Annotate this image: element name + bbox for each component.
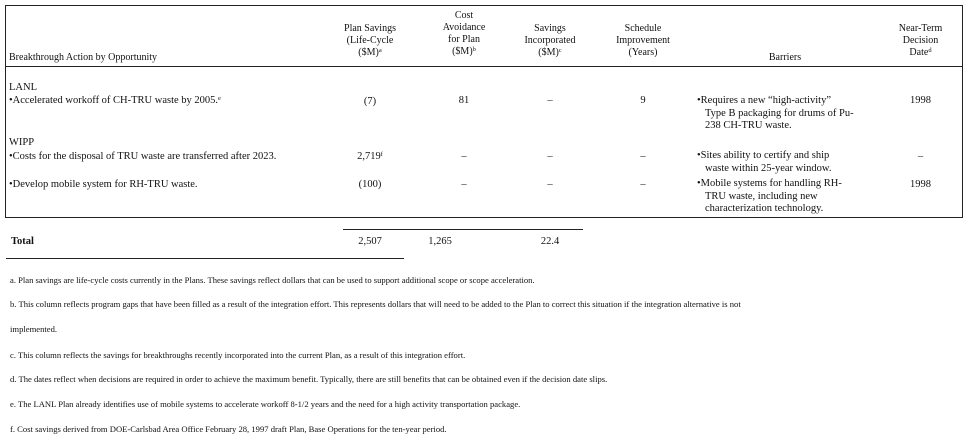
row-decision-date: 1998 <box>910 95 931 106</box>
header-divider <box>5 66 963 67</box>
row-decision-date: – <box>917 151 924 162</box>
row-cost-avoidance: 81 <box>458 95 470 106</box>
total-plan-savings: 2,507 <box>358 236 382 247</box>
footnote-b: b. This column reflects program gaps that have been filled as a result of the integration effort. This represents dollars that will need to be added to the Plan to correct this situation if the integration alternative is not <box>10 299 741 309</box>
total-top-rule <box>343 229 583 230</box>
header-barriers: Barriers <box>768 52 802 63</box>
footnote-b-continued: implemented. <box>10 324 58 334</box>
row-barriers: •Requires a new “high-activity” Type B packaging for drums of Pu- 238 CH-TRU waste. <box>697 95 854 131</box>
row-savings-incorporated: – <box>547 151 553 162</box>
row-action: •Accelerated workoff of CH-TRU waste by 2005.$^e$ <box>9 95 221 106</box>
header-schedule-improvement: Schedule Improvement (Years) <box>616 23 670 58</box>
row-action: •Develop mobile system for RH-TRU waste. <box>9 179 198 190</box>
group-label-lanl: LANL <box>9 82 37 93</box>
footnote-e: e. The LANL Plan already identifies use of mobile systems to accelerate workoff 8-1/2 years and the need for a high activity transportation package. <box>10 399 521 409</box>
footnote-a: a. Plan savings are life-cycle costs currently in the Plans. These savings reflect dollars that can be used to support additional scope or scope acceleration. <box>10 275 535 285</box>
header-plan-savings: Plan Savings (Life-Cycle ($M)$^a$ <box>344 23 396 58</box>
footnote-d: d. The dates reflect when decisions are required in order to achieve the maximum benefit. Typically, there are still benefits that can be obtained even if the decision date slips. <box>10 374 608 384</box>
row-schedule: – <box>640 151 646 162</box>
total-savings-incorporated: 22.4 <box>540 236 560 247</box>
footnote-c: c. This column reflects the savings for breakthroughs recently incorporated into the current Plan, as a result of this integration effort. <box>10 350 466 360</box>
row-plan-savings: (7) <box>363 96 377 107</box>
row-cost-avoidance: – <box>461 179 467 190</box>
row-schedule: – <box>640 179 646 190</box>
row-decision-date: 1998 <box>910 179 931 190</box>
header-savings-incorporated: Savings Incorporated ($M)$^c$ <box>524 23 576 58</box>
header-cost-avoidance: Cost Avoidance for Plan ($M)$^b$ <box>442 10 486 57</box>
row-savings-incorporated: – <box>547 95 553 106</box>
footnote-f: f. Cost savings derived from DOE-Carlsbad Area Office February 28, 1997 draft Plan, Base Operations for the ten-year period. <box>10 424 447 434</box>
row-plan-savings: (100) <box>358 179 382 190</box>
row-schedule: 9 <box>640 95 646 106</box>
total-cost-avoidance: 1,265 <box>428 236 452 247</box>
row-barriers: •Sites ability to certify and ship waste within 25-year window. <box>697 150 832 174</box>
row-action: •Costs for the disposal of TRU waste are transferred after 2023. <box>9 151 277 162</box>
row-plan-savings: 2,719$^f$ <box>357 151 383 162</box>
row-savings-incorporated: – <box>547 179 553 190</box>
header-decision-date: Near-Term Decision Date$^d$ <box>898 23 943 58</box>
footnote-divider <box>6 258 404 259</box>
header-action: Breakthrough Action by Opportunity <box>9 52 158 63</box>
row-cost-avoidance: – <box>461 151 467 162</box>
row-barriers: •Mobile systems for handling RH- TRU waste, including new characterization technology. <box>697 178 842 214</box>
group-label-wipp: WIPP <box>9 137 35 148</box>
total-label: Total <box>11 236 34 247</box>
